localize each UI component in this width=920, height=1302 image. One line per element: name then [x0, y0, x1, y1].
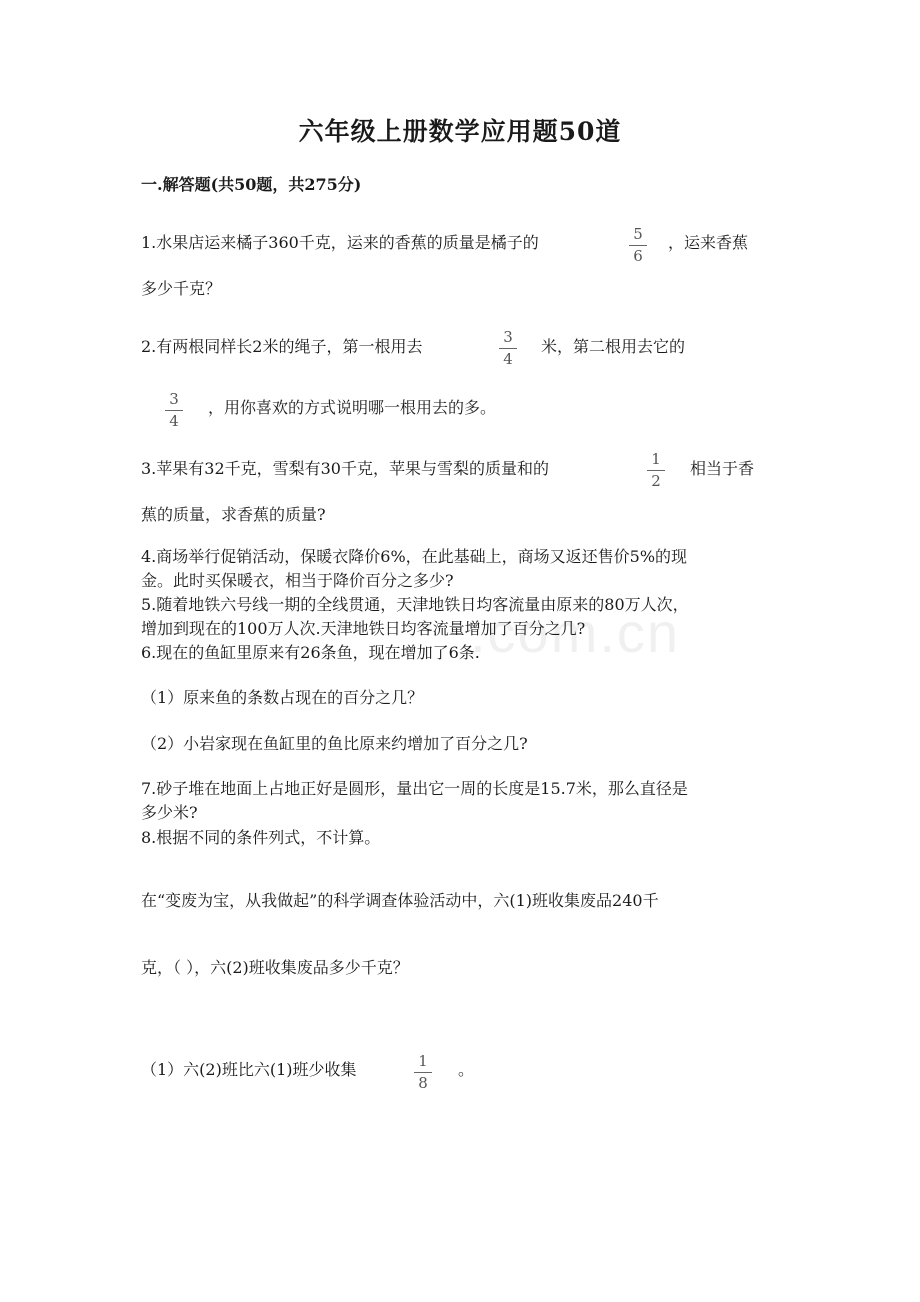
question-8-sub-1: （1）六(2)班比六(1)班少收集 — [141, 1060, 357, 1079]
question-1-line-2: 多少千克？ — [141, 279, 222, 298]
fraction-bar — [629, 245, 647, 246]
question-8-line-3: 克，（ ），六(2)班收集废品多少千克？ — [141, 958, 409, 977]
fraction-bar — [647, 470, 665, 471]
question-1-line-1-tail: ，运来香蕉 — [668, 233, 749, 252]
fraction-bar — [165, 410, 183, 411]
question-2-line-1-tail: 米，第二根用去它的 — [541, 337, 686, 356]
question-8-line-2: 在“变废为宝，从我做起”的科学调查体验活动中，六(1)班收集废品240千 — [141, 891, 659, 910]
question-3-line-1: 3.苹果有32千克，雪梨有30千克，苹果与雪梨的质量和的 — [141, 459, 549, 478]
question-3-fraction — [645, 451, 667, 490]
fraction-denominator: 8 — [418, 1074, 428, 1092]
question-2-fraction-1 — [497, 329, 519, 368]
question-7-line-2: 多少米? — [141, 803, 198, 822]
fraction-numerator: 3 — [503, 328, 513, 346]
fraction-denominator: 4 — [169, 412, 179, 430]
question-4-line-2: 金。此时买保暖衣，相当于降价百分之多少? — [141, 571, 454, 590]
question-2-fraction-2 — [163, 391, 185, 430]
question-4-line-1: 4.商场举行促销活动，保暖衣降价6%，在此基础上，商场又返还售价5%的现 — [141, 547, 688, 566]
section-heading: 一.解答题(共50题，共275分) — [141, 175, 362, 194]
fraction-numerator: 1 — [651, 450, 661, 468]
question-5-line-2: 增加到现在的100万人次.天津地铁日均客流量增加了百分之几? — [141, 619, 586, 638]
question-5-line-1: 5.随着地铁六号线一期的全线贯通，天津地铁日均客流量由原来的80万人次， — [141, 595, 689, 614]
question-8-line-1: 8.根据不同的条件列式，不计算。 — [141, 828, 381, 847]
question-1-line-1: 1.水果店运来橘子360千克，运来的香蕉的质量是橘子的 — [141, 233, 539, 252]
fraction-bar — [414, 1072, 432, 1073]
question-3-line-1-tail: 相当于香 — [690, 459, 755, 478]
question-8-sub-1-tail: 。 — [458, 1060, 475, 1079]
question-6-sub-2: （2）小岩家现在鱼缸里的鱼比原来约增加了百分之几? — [141, 734, 528, 753]
question-6-line-1: 6.现在的鱼缸里原来有26条鱼，现在增加了6条. — [141, 643, 480, 662]
fraction-bar — [499, 348, 517, 349]
fraction-numerator: 3 — [169, 390, 179, 408]
question-2-line-2: ，用你喜欢的方式说明哪一根用去的多。 — [208, 398, 497, 417]
fraction-numerator: 1 — [418, 1052, 428, 1070]
fraction-numerator: 5 — [633, 225, 643, 243]
question-3-line-2: 蕉的质量，求香蕉的质量? — [141, 505, 326, 524]
question-7-line-1: 7.砂子堆在地面上占地正好是圆形，量出它一周的长度是15.7米，那么直径是 — [141, 779, 688, 798]
fraction-denominator: 6 — [633, 247, 643, 265]
question-2-line-1: 2.有两根同样长2米的绳子，第一根用去 — [141, 337, 423, 356]
page-title: 六年级上册数学应用题50道 — [298, 117, 622, 146]
fraction-denominator: 4 — [503, 350, 513, 368]
question-1-fraction — [627, 226, 649, 265]
watermark: .com.cn — [470, 601, 681, 664]
question-8-fraction — [412, 1053, 434, 1092]
fraction-denominator: 2 — [651, 472, 661, 490]
question-6-sub-1: （1）原来鱼的条数占现在的百分之几？ — [141, 688, 424, 707]
